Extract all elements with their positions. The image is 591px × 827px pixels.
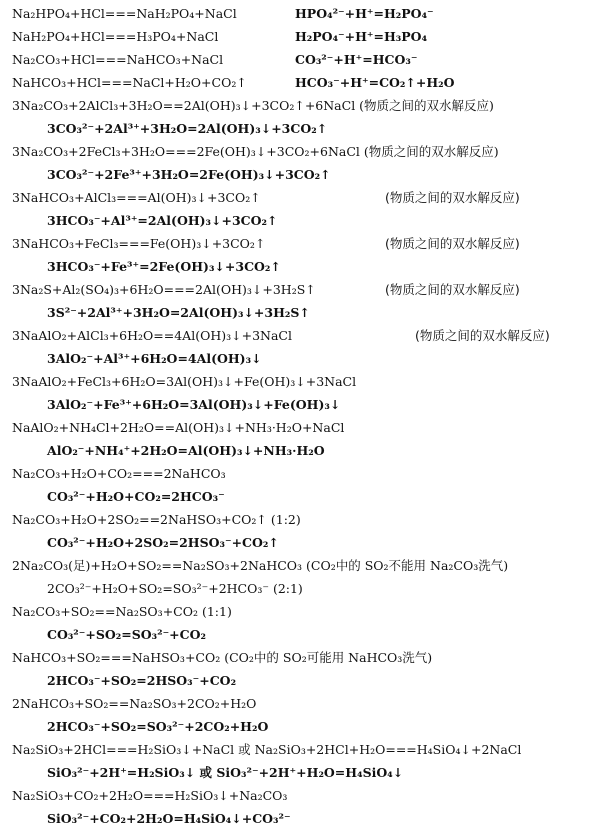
- ionic-equation: 3HCO₃⁻+Al³⁺=2Al(OH)₃↓+3CO₂↑: [47, 213, 278, 228]
- molecular-equation: Na₂CO₃+H₂O+CO₂===2NaHCO₃: [12, 466, 226, 481]
- molecular-equation: 3NaHCO₃+FeCl₃===Fe(OH)₃↓+3CO₂↑: [12, 236, 266, 251]
- reaction-type-note: (物质之间的双水解反应): [385, 236, 520, 251]
- molecular-equation: NaHCO₃+SO₂===NaHSO₃+CO₂ (CO₂中的 SO₂可能用 NaHCO₃洗气): [12, 650, 433, 665]
- ionic-equation: CO₃²⁻+H⁺=HCO₃⁻: [295, 52, 418, 67]
- ionic-equation: H₂PO₄⁻+H⁺=H₃PO₄: [295, 29, 428, 44]
- molecular-equation: Na₂SiO₃+2HCl===H₂SiO₃↓+NaCl 或 Na₂SiO₃+2HCl+H₂O===H₄SiO₄↓+2NaCl: [12, 742, 522, 757]
- molecular-equation: Na₂CO₃+SO₂==Na₂SO₃+CO₂ (1:1): [12, 604, 232, 619]
- ionic-equation: 3HCO₃⁻+Fe³⁺=2Fe(OH)₃↓+3CO₂↑: [47, 259, 281, 274]
- ionic-equation: 3CO₃²⁻+2Al³⁺+3H₂O=2Al(OH)₃↓+3CO₂↑: [47, 121, 328, 136]
- ionic-equation: CO₃²⁻+H₂O+CO₂=2HCO₃⁻: [47, 489, 225, 504]
- molecular-equation: 3Na₂S+Al₂(SO₄)₃+6H₂O===2Al(OH)₃↓+3H₂S↑: [12, 282, 316, 297]
- molecular-equation: 3NaAlO₂+FeCl₃+6H₂O=3Al(OH)₃↓+Fe(OH)₃↓+3NaCl: [12, 374, 357, 389]
- molecular-equation: NaAlO₂+NH₄Cl+2H₂O==Al(OH)₃↓+NH₃·H₂O+NaCl: [12, 420, 345, 435]
- ionic-equation: 2HCO₃⁻+SO₂=SO₃²⁻+2CO₂+H₂O: [47, 719, 269, 734]
- ionic-equation: HCO₃⁻+H⁺=CO₂↑+H₂O: [295, 75, 455, 90]
- reaction-type-note: (物质之间的双水解反应): [415, 328, 550, 343]
- molecular-equation: Na₂HPO₄+HCl===NaH₂PO₄+NaCl: [12, 6, 237, 21]
- molecular-equation: 3NaHCO₃+AlCl₃===Al(OH)₃↓+3CO₂↑: [12, 190, 261, 205]
- ionic-equation: CO₃²⁻+SO₂=SO₃²⁻+CO₂: [47, 627, 206, 642]
- molecular-equation: NaH₂PO₄+HCl===H₃PO₄+NaCl: [12, 29, 219, 44]
- reaction-type-note: (物质之间的双水解反应): [385, 282, 520, 297]
- molecular-equation: 2Na₂CO₃(足)+H₂O+SO₂==Na₂SO₃+2NaHCO₃ (CO₂中的 SO₂不能用 Na₂CO₃洗气): [12, 558, 509, 573]
- ionic-equation: CO₃²⁻+H₂O+2SO₂=2HSO₃⁻+CO₂↑: [47, 535, 279, 550]
- ionic-equation: 2CO₃²⁻+H₂O+SO₂=SO₃²⁻+2HCO₃⁻ (2:1): [47, 581, 303, 596]
- molecular-equation: 3NaAlO₂+AlCl₃+6H₂O==4Al(OH)₃↓+3NaCl: [12, 328, 292, 343]
- molecular-equation: 2NaHCO₃+SO₂==Na₂SO₃+2CO₂+H₂O: [12, 696, 257, 711]
- molecular-equation: NaHCO₃+HCl===NaCl+H₂O+CO₂↑: [12, 75, 247, 90]
- molecular-equation: 3Na₂CO₃+2FeCl₃+3H₂O===2Fe(OH)₃↓+3CO₂+6NaCl (物质之间的双水解反应): [12, 144, 499, 159]
- molecular-equation: Na₂CO₃+H₂O+2SO₂==2NaHSO₃+CO₂↑ (1:2): [12, 512, 301, 527]
- reaction-type-note: (物质之间的双水解反应): [385, 190, 520, 205]
- ionic-equation: SiO₃²⁻+2H⁺=H₂SiO₃↓ 或 SiO₃²⁻+2H⁺+H₂O=H₄SiO₄↓: [47, 765, 404, 780]
- molecular-equation: 3Na₂CO₃+2AlCl₃+3H₂O==2Al(OH)₃↓+3CO₂↑+6NaCl (物质之间的双水解反应): [12, 98, 494, 113]
- molecular-equation: Na₂CO₃+HCl===NaHCO₃+NaCl: [12, 52, 224, 67]
- ionic-equation: 3AlO₂⁻+Fe³⁺+6H₂O=3Al(OH)₃↓+Fe(OH)₃↓: [47, 397, 341, 412]
- ionic-equation: 3S²⁻+2Al³⁺+3H₂O=2Al(OH)₃↓+3H₂S↑: [47, 305, 310, 320]
- molecular-equation: Na₂SiO₃+CO₂+2H₂O===H₂SiO₃↓+Na₂CO₃: [12, 788, 288, 803]
- ionic-equation: SiO₃²⁻+CO₂+2H₂O=H₄SiO₄↓+CO₃²⁻: [47, 811, 291, 826]
- ionic-equation: 3CO₃²⁻+2Fe³⁺+3H₂O=2Fe(OH)₃↓+3CO₂↑: [47, 167, 331, 182]
- ionic-equation: HPO₄²⁻+H⁺=H₂PO₄⁻: [295, 6, 434, 21]
- ionic-equation: 3AlO₂⁻+Al³⁺+6H₂O=4Al(OH)₃↓: [47, 351, 262, 366]
- ionic-equation: 2HCO₃⁻+SO₂=2HSO₃⁻+CO₂: [47, 673, 237, 688]
- ionic-equation: AlO₂⁻+NH₄⁺+2H₂O=Al(OH)₃↓+NH₃·H₂O: [47, 443, 325, 458]
